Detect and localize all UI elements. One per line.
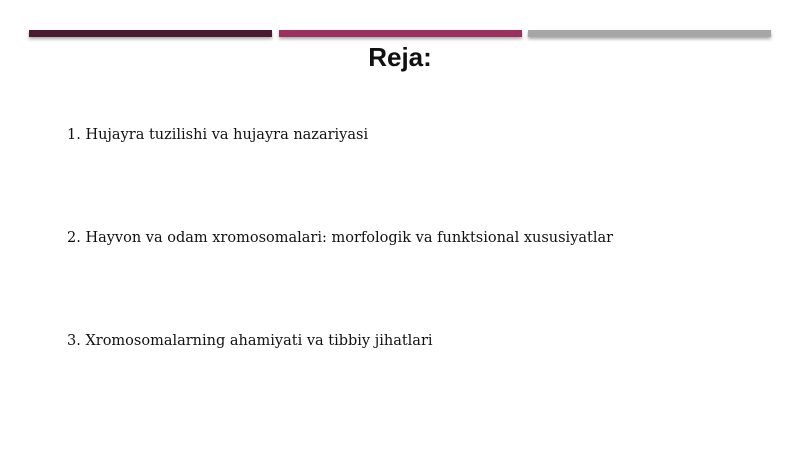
plan-item-2: 2. Hayvon va odam xromosomalari: morfologik va funktsional xususiyatlar bbox=[67, 230, 614, 246]
header-bar-gray bbox=[528, 30, 771, 37]
slide-title: Reja: bbox=[368, 42, 432, 72]
header-bar-magenta bbox=[279, 30, 522, 37]
plan-item-3: 3. Xromosomalarning ahamiyati va tibbiy jihatlari bbox=[67, 333, 433, 349]
plan-item-1: 1. Hujayra tuzilishi va hujayra nazariyasi bbox=[67, 127, 369, 143]
header-bar-dark bbox=[29, 30, 272, 37]
